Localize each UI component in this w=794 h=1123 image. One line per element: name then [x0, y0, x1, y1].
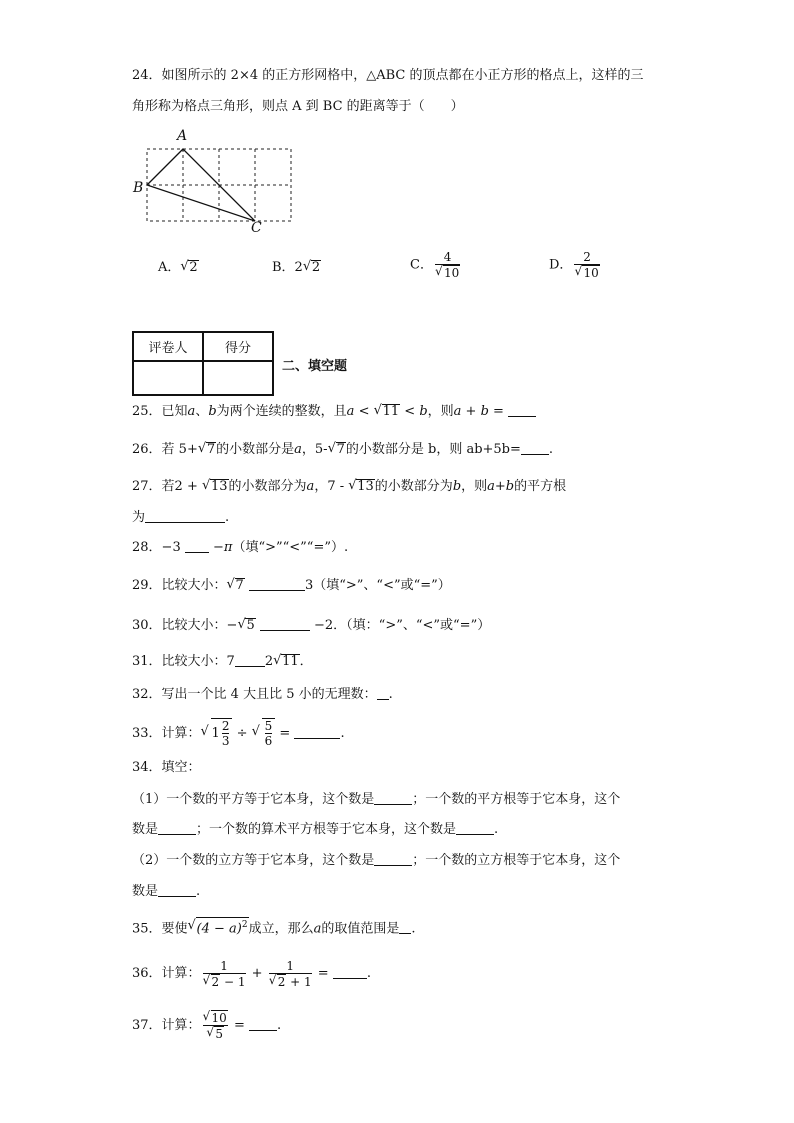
- q25: 25．已知a、b为两个连续的整数，且a < √ 11 < b，则a + b =: [132, 402, 536, 422]
- q31-blank[interactable]: [235, 652, 265, 667]
- score-header-score: 得分: [203, 332, 273, 361]
- q36: 36．计算： 1 √ 2 − 1 + 1 √ 2 + 1 = .: [132, 958, 371, 990]
- q30-blank[interactable]: [260, 616, 310, 631]
- q37: 37．计算： √ 10 √ 5 = .: [132, 1010, 281, 1042]
- q34-blank-1[interactable]: [374, 790, 412, 805]
- q27-line2: 为 .: [132, 510, 230, 525]
- q30: 30．比较大小：−√ 5 −2．（填：“>”、“<”或“=”）: [132, 616, 490, 636]
- q28: 28．−3 −π（填“>”“<”“=”）.: [132, 540, 349, 555]
- q29-blank[interactable]: [249, 576, 305, 591]
- grid-triangle-figure: [130, 128, 300, 240]
- q26: 26．若 5+√ 7的小数部分是a，5-√ 7的小数部分是 b，则 ab+5b= .: [132, 440, 553, 460]
- q33-blank[interactable]: [294, 724, 340, 739]
- q26-blank[interactable]: [521, 440, 549, 455]
- q28-blank[interactable]: [185, 538, 209, 553]
- label-c: C: [251, 220, 262, 236]
- q34-title: 34．填空：: [132, 760, 201, 775]
- option-c[interactable]: C． 4 √ 10: [410, 250, 462, 280]
- q34-blank-3[interactable]: [456, 820, 494, 835]
- q34-p2-line2: 数是 .: [132, 884, 201, 899]
- q32: 32．写出一个比 4 大且比 5 小的无理数： .: [132, 687, 393, 702]
- option-a[interactable]: A．√ 2: [158, 256, 199, 275]
- q34-p2-line1: （2）一个数的立方等于它本身，这个数是 ；一个数的立方根等于它本身，这个: [132, 853, 621, 868]
- score-table: [132, 331, 274, 396]
- score-cell-score[interactable]: [203, 361, 273, 395]
- label-b: B: [133, 180, 144, 196]
- q36-blank[interactable]: [333, 964, 367, 979]
- q37-blank[interactable]: [249, 1016, 277, 1031]
- q34-blank-2[interactable]: [158, 820, 196, 835]
- q33: 33．计算：√ 1 $\frac{2}{3}$ ÷ √ $\frac{5}{6}$ = .: [132, 718, 345, 749]
- label-a: A: [177, 128, 188, 144]
- q34-p1-line1: （1）一个数的平方等于它本身，这个数是 ；一个数的平方根等于它本身，这个: [132, 792, 621, 807]
- option-d[interactable]: D． 2 √ 10: [549, 250, 602, 280]
- q35-blank[interactable]: [399, 919, 411, 934]
- q35: 35．要使√ $(4 - a)^2$成立，那么a的取值范围是 .: [132, 917, 416, 939]
- q25-blank[interactable]: [508, 402, 536, 417]
- section-title: 二、填空题: [282, 359, 348, 374]
- q32-blank[interactable]: [377, 685, 389, 700]
- q34-blank-5[interactable]: [158, 882, 196, 897]
- q24-line1: 24．如图所示的 2×4 的正方形网格中，△ABC 的顶点都在小正方形的格点上，这样的三: [132, 68, 644, 83]
- q27: 27．若2 + √ 13的小数部分为a，7 - √ 13的小数部分为b，则a+b的平方根: [132, 477, 566, 497]
- score-cell-grader[interactable]: [133, 361, 203, 395]
- score-header-grader: 评卷人: [133, 332, 203, 361]
- q29: 29．比较大小：√ 7 3（填“>”、“<”或“=”）: [132, 576, 451, 596]
- q27-blank[interactable]: [145, 508, 225, 523]
- q24-line2: 角形称为格点三角形，则点 A 到 BC 的距离等于（ ）: [132, 99, 464, 114]
- q34-p1-line2: 数是 ；一个数的算术平方根等于它本身，这个数是 .: [132, 822, 499, 837]
- q34-blank-4[interactable]: [374, 851, 412, 866]
- option-b[interactable]: B．2√ 2: [272, 256, 321, 275]
- q31: 31．比较大小：7 2√ 11．: [132, 652, 313, 672]
